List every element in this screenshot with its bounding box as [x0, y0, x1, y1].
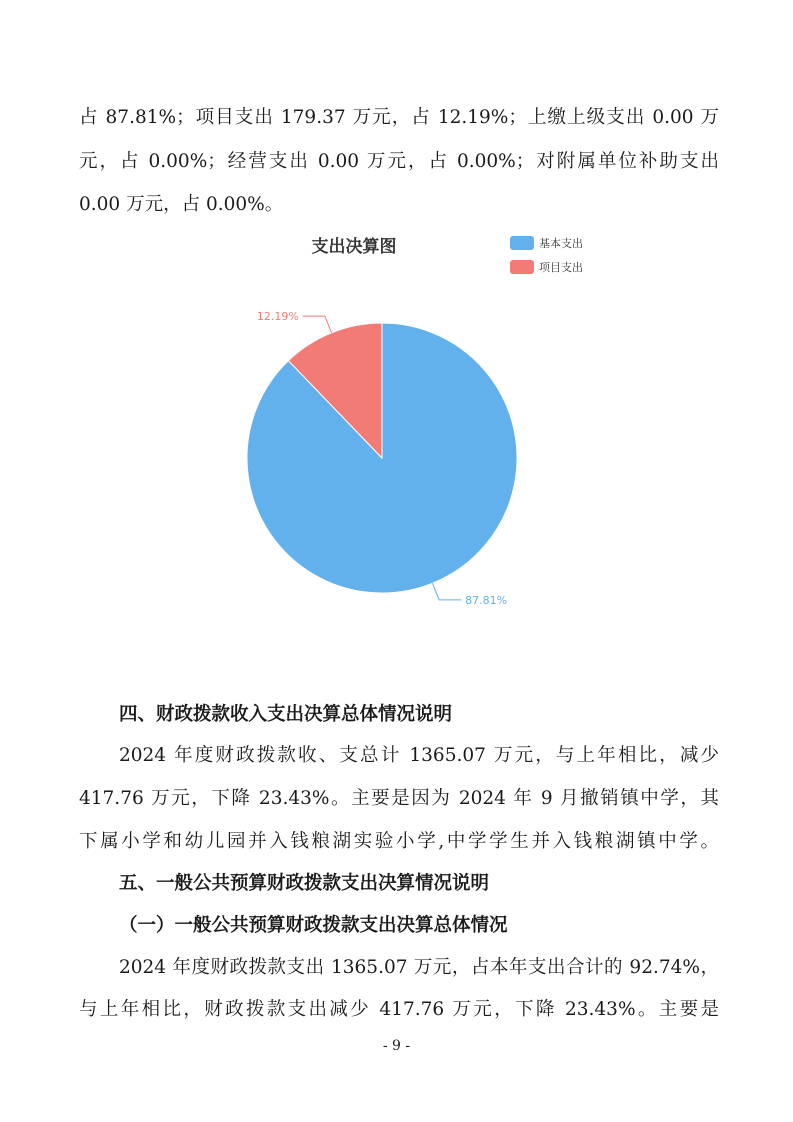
chart-title: 支出决算图: [311, 237, 397, 257]
legend-swatch-basic: [510, 236, 534, 250]
section-4-line: 417.76 万元，下降 23.43%。主要是因为 2024 年 9 月撤销镇中学，其: [79, 788, 719, 809]
intro-line: 占 87.81%；项目支出 179.37 万元，占 12.19%；上缴上级支出 0.00 万: [79, 107, 719, 128]
section-5-subheading: （一）一般公共预算财政拨款支出决算总体情况: [119, 915, 508, 936]
pie-label-project: 12.19%: [256, 310, 299, 324]
pie-callout-line: [432, 583, 461, 600]
section-5-line: 2024 年度财政拨款支出 1365.07 万元，占本年支出合计的 92.74%，: [119, 957, 719, 978]
pie-callout-line: [303, 316, 332, 333]
pie-label-basic: 87.81%: [465, 593, 508, 607]
section-5-heading: 五、一般公共预算财政拨款支出决算情况说明: [119, 873, 490, 894]
pie-slices: [247, 323, 517, 593]
intro-line: 0.00 万元，占 0.00%。: [79, 194, 284, 215]
section-5-line: 与上年相比，财政拨款支出减少 417.76 万元，下降 23.43%。主要是: [79, 999, 719, 1020]
page-number: - 9 -: [382, 1038, 411, 1054]
chart-legend: [510, 236, 583, 274]
section-4-line: 下属小学和幼儿园并入钱粮湖实验小学,中学学生并入钱粮湖镇中学。: [79, 831, 719, 852]
legend-label-basic: 基本支出: [539, 237, 583, 250]
section-4-heading: 四、财政拨款收入支出决算总体情况说明: [119, 704, 453, 725]
legend-swatch-project: [510, 260, 534, 274]
legend-label-project: 项目支出: [539, 261, 583, 274]
section-4-line: 2024 年度财政拨款收、支总计 1365.07 万元，与上年相比，减少: [119, 745, 719, 766]
expenditure-pie-chart: [230, 222, 610, 612]
intro-line: 元，占 0.00%；经营支出 0.00 万元，占 0.00%；对附属单位补助支出: [79, 151, 719, 172]
